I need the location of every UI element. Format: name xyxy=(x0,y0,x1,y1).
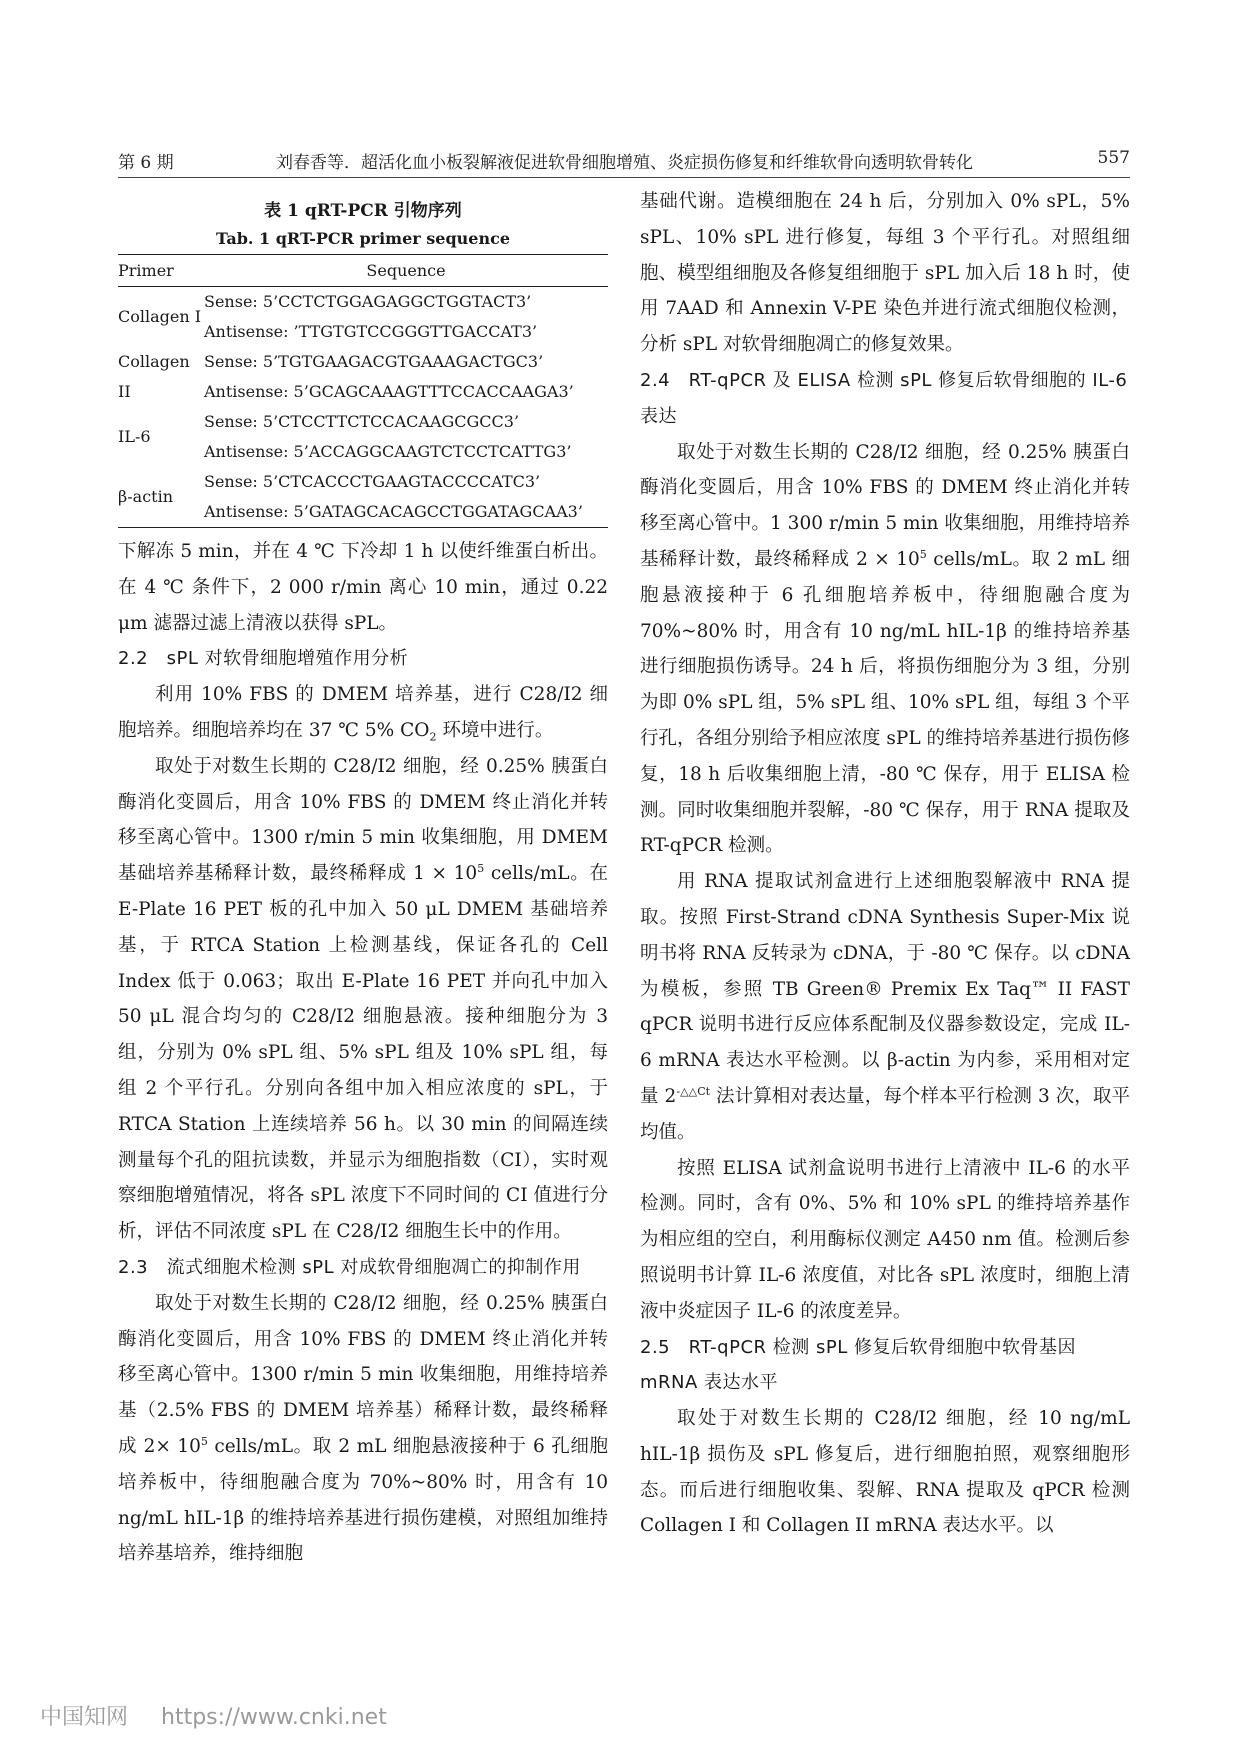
sense-sequence: Sense: 5’CTCACCCTGAAGTACCCCATC3’ xyxy=(204,472,541,491)
paragraph: 取处于对数生长期的 C28/I2 细胞，经 0.25% 胰蛋白酶消化变圆后，用含 10% FBS 的 DMEM 终止消化并转移至离心管中。1 300 r/min 5 min 收集细胞，用维持培养基稀释计数，最终稀释成 $2 \times 10^5$ cells/mL。取 2 mL 细胞悬液接种于 6 孔细胞培养板中，待细胞融合度为 70%~80% 时，用含有 10 ng/mL hIL-1β 的维持培养基进行细胞损伤诱导。24 h 后，将损伤细胞分为 3 组，分别为即 0% sPL 组，5% sPL 组、10% sPL 组，每组 3 个平行孔，各组分别给予相应浓度 sPL 的维持培养基进行损伤修复，18 h 后收集细胞上清，-80 ℃ 保存，用于 ELISA 检测。同时收集细胞并裂解，-80 ℃ 保存，用于 RNA 提取及 RT-qPCR 检测。 xyxy=(640,441,1130,857)
sense-sequence: Sense: 5’CTCCTTCTCCACAAGCGCC3’ xyxy=(204,412,520,431)
header-rule xyxy=(118,177,1130,178)
paragraph: 取处于对数生长期的 C28/I2 细胞，经 0.25% 胰蛋白酶消化变圆后，用含 10% FBS 的 DMEM 终止消化并转移至离心管中。1300 r/min 5 min 收集细胞，用 DMEM 基础培养基稀释计数，最终稀释成 $1 \times 10^5$ cells/mL。在 E-Plate 16 PET 板的孔中加入 50 μL DMEM 基础培养基，于 RTCA Station 上检测基线，保证各孔的 Cell Index 低于 0.063；取出 E-Plate 16 PET 并向孔中加入 50 μL 混合均匀的 C28/I2 细胞悬液。接种细胞分为 3 组，分别为 0% sPL 组、5% sPL 组及 10% sPL 组，每组 2 个平行孔。分别向各组中加入相应浓度的 sPL，于 RTCA Station 上连续培养 56 h。以 30 min 的间隔连续测量每个孔的阻抗读数，并显示为细胞指数（CI），实时观察细胞增殖情况，将各 sPL 浓度下不同时间的 CI 值进行分析，评估不同浓度 sPL 在 C28/I2 细胞生长中的作用。 xyxy=(118,755,608,1243)
table-row xyxy=(118,287,608,318)
paragraph-continued: 基础代谢。造模细胞在 24 h 后，分别加入 0% sPL，5% sPL、10% sPL 进行修复，每组 3 个平行孔。对照组细胞、模型组细胞及各修复组细胞于 sPL 加入后 18 h 时，使用 7AAD 和 Annexin V-PE 染色并进行流式细胞仪检测，分析 sPL 对软骨细胞凋亡的修复效果。 xyxy=(640,191,1130,356)
gene-name: β-actin xyxy=(118,467,204,528)
section-heading-2-2: 2.2 sPL 对软骨细胞增殖作用分析 xyxy=(118,648,409,670)
table-caption-cn: 表 1 qRT-PCR 引物序列 xyxy=(264,201,462,221)
gene-name: IL-6 xyxy=(118,427,151,446)
paragraph: 按照 ELISA 试剂盒说明书进行上清液中 IL-6 的水平检测。同时，含有 0%、5% 和 10% sPL 的维持培养基作为相应组的空白，利用酶标仪测定 A450 nm 值。检测后参照说明书计算 IL-6 浓度值，对比各 sPL 浓度时，细胞上清液中炎症因子 IL-6 的浓度差异。 xyxy=(640,1157,1130,1322)
primer-table xyxy=(118,254,608,528)
page-number: 557 xyxy=(1097,148,1130,168)
running-title: 刘春香等．超活化血小板裂解液促进软骨细胞增殖、炎症损伤修复和纤维软骨向透明软骨转化 xyxy=(276,153,973,173)
table-row xyxy=(118,347,608,377)
sense-sequence: Sense: 5’TGTGAAGACGTGAAAGACTGC3’ xyxy=(204,352,544,371)
section-heading-2-3: 2.3 流式细胞术检测 sPL 对成软骨细胞凋亡的抑制作用 xyxy=(118,1256,581,1278)
left-column xyxy=(118,196,608,1572)
paragraph: 利用 10% FBS 的 DMEM 培养基，进行 C28/I2 细胞培养。细胞培养均在 37 ℃ 5% $CO_2$ 环境中进行。 xyxy=(118,684,608,744)
table-header-sequence: Sequence xyxy=(204,255,608,287)
paragraph: 取处于对数生长期的 C28/I2 细胞，经 0.25% 胰蛋白酶消化变圆后，用含 10% FBS 的 DMEM 终止消化并转移至离心管中。1300 r/min 5 min 收集细胞，用维持培养基（2.5% FBS 的 DMEM 培养基）稀释计数，最终稀释成 $2\times 10^5$ cells/mL。取 2 mL 细胞悬液接种于 6 孔细胞培养板中，待细胞融合度为 70%~80% 时，用含有 10 ng/mL hIL-1β 的维持培养基进行损伤建模，对照组加维持培养基培养，维持细胞 xyxy=(118,1292,608,1565)
table-row xyxy=(118,467,608,497)
gene-name: Collagen II xyxy=(118,352,190,401)
right-column xyxy=(640,191,1130,1544)
paragraph: 用 RNA 提取试剂盒进行上述细胞裂解液中 RNA 提取。按照 First-Strand cDNA Synthesis Super-Mix 说明书将 RNA 反转录为 cDNA，于 -80 ℃ 保存。以 cDNA 为模板，参照 TB Green® Premix Ex Taq™ II FAST qPCR 说明书进行反应体系配制及仪器参数设定，完成 IL-6 mRNA 表达水平检测。以 β-actin 为内参，采用相对定量 $2^{-\triangle\triangle Ct}$ 法计算相对表达量，每个样本平行检测 3 次，取平均值。 xyxy=(640,871,1130,1143)
antisense-sequence: Antisense: 5’ACCAGGCAAGTCTCCTCATTG3’ xyxy=(204,442,572,461)
watermark-footer xyxy=(40,1700,387,1731)
running-header xyxy=(118,144,1130,178)
antisense-sequence: Antisense: 5’GATAGCACAGCCTGGATAGCAA3’ xyxy=(204,497,608,528)
table-caption-en: Tab. 1 qRT-PCR primer sequence xyxy=(215,229,511,248)
antisense-sequence: Antisense: 5’GCAGCAAAGTTTCCACCAAGA3’ xyxy=(204,382,574,401)
table-row xyxy=(118,407,608,437)
sense-sequence: Sense: 5’CCTCTGGAGAGGCTGGTACT3’ xyxy=(204,292,532,311)
paragraph-continued: 下解冻 5 min，并在 4 ℃ 下冷却 1 h 以使纤维蛋白析出。在 4 ℃ 条件下，2 000 r/min 离心 10 min，通过 0.22 μm 滤器过滤上清液以获得 sPL。 xyxy=(118,541,608,634)
paragraph: 取处于对数生长期的 C28/I2 细胞，经 10 ng/mL hIL-1β 损伤及 sPL 修复后，进行细胞拍照，观察细胞形态。而后进行细胞收集、裂解、RNA 提取及 qPCR 检测 Collagen I 和 Collagen II mRNA 表达水平。以 xyxy=(640,1408,1130,1537)
cnki-brand: 中国知网 xyxy=(40,1705,129,1730)
cnki-url[interactable]: https://www.cnki.net xyxy=(161,1705,387,1730)
section-heading-2-4: 2.4 RT-qPCR 及 ELISA 检测 sPL 修复后软骨细胞的 IL-6 表达 xyxy=(640,369,1128,427)
antisense-sequence: Antisense: ’TTGTGTCCGGGTTGACCAT3’ xyxy=(204,322,538,341)
gene-name: Collagen I xyxy=(118,307,202,326)
section-heading-2-5: 2.5 RT-qPCR 检测 sPL 修复后软骨细胞中软骨基因 mRNA 表达水平 xyxy=(640,1336,1076,1394)
issue-number: 第 6 期 xyxy=(118,153,174,173)
table-header-primer: Primer xyxy=(118,255,204,287)
